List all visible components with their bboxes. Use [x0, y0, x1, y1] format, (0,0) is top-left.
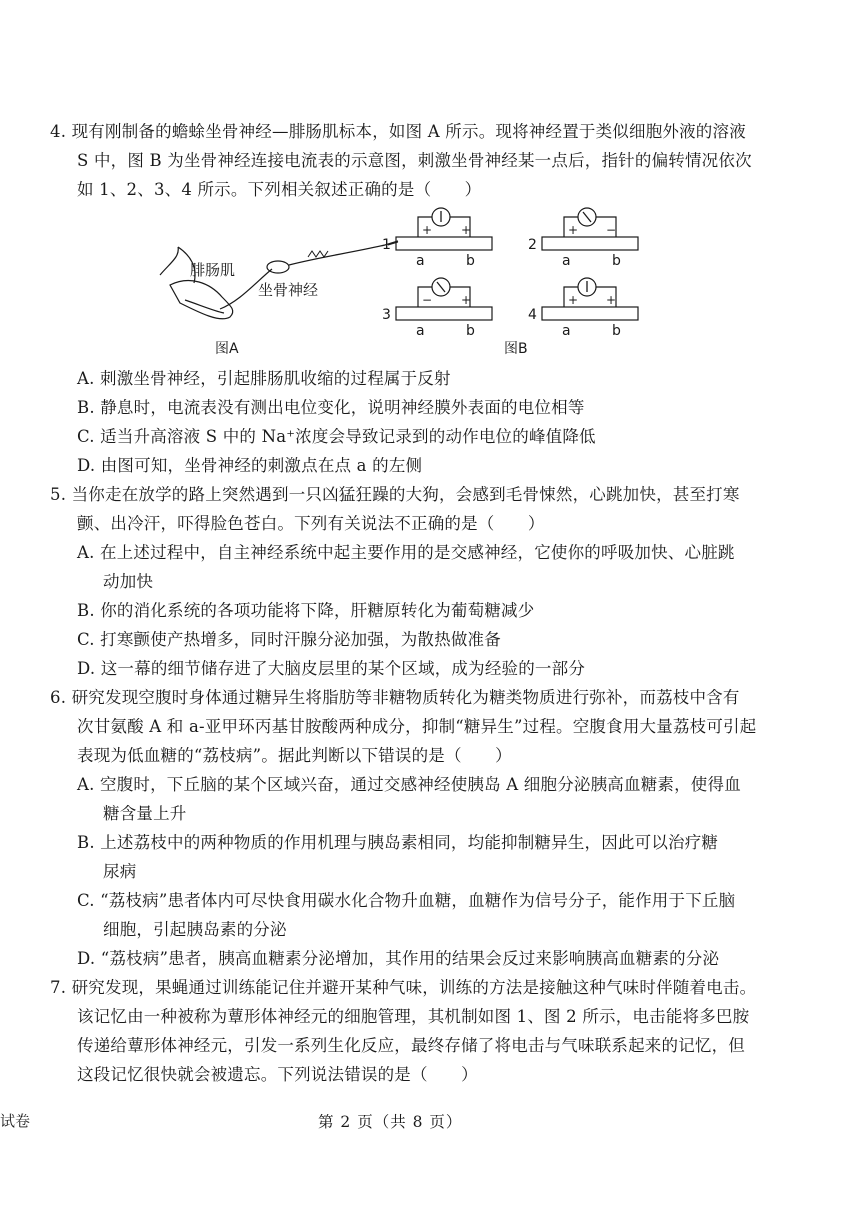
- nerve-label: 坐骨神经: [258, 281, 319, 299]
- svg-text:+: +: [461, 223, 472, 237]
- q7-stem-line-1: 7. 研究发现，果蝇通过训练能记住并避开某种气味，训练的方法是接触这种气味时伴随着电击。: [50, 978, 757, 997]
- svg-text:−: −: [422, 293, 433, 307]
- svg-text:a: a: [416, 323, 425, 339]
- q6-stem-line-1: 6. 研究发现空腹时身体通过糖异生将脂肪等非糖物质转化为糖类物质进行弥补，而荔枝中含有: [50, 688, 740, 707]
- q4-option-d: D. 由图可知，坐骨神经的刺激点在点 a 的左侧: [77, 456, 423, 475]
- svg-text:+: +: [568, 223, 579, 237]
- q4-stem-line-2: S 中，图 B 为坐骨神经连接电流表的示意图，刺激坐骨神经某一点后，指针的偏转情况依次: [77, 151, 752, 170]
- q4-option-c: C. 适当升高溶液 S 中的 Na⁺浓度会导致记录到的动作电位的峰值降低: [77, 427, 596, 446]
- svg-text:+: +: [461, 293, 472, 307]
- muscle-label: 腓肠肌: [190, 261, 236, 279]
- svg-text:2: 2: [528, 237, 537, 253]
- q5-stem-line-1: 5. 当你走在放学的路上突然遇到一只凶猛狂躁的大狗，会感到毛骨悚然，心跳加快，甚至打寒: [50, 485, 740, 504]
- caption-a: 图A: [215, 341, 239, 357]
- footer-paper-label: 试卷: [0, 1112, 31, 1130]
- q6-option-a-line-1: A. 空腹时，下丘脑的某个区域兴奋，通过交感神经使胰岛 A 细胞分泌胰高血糖素，使得血: [77, 775, 741, 794]
- q4-stem-line-3: 如 1、2、3、4 所示。下列相关叙述正确的是（ ）: [77, 180, 482, 199]
- q6-option-b-line-1: B. 上述荔枝中的两种物质的作用机理与胰岛素相同，均能抑制糖异生，因此可以治疗糖: [77, 833, 719, 852]
- figure-b-panel-3: [382, 278, 492, 339]
- q4-option-a: A. 刺激坐骨神经，引起腓肠肌收缩的过程属于反射: [77, 369, 451, 388]
- q6-option-a-line-2: 糖含量上升: [103, 804, 187, 823]
- svg-text:−: −: [606, 223, 617, 237]
- q6-option-b-line-2: 尿病: [103, 862, 137, 881]
- svg-text:+: +: [606, 293, 617, 307]
- page-number: 第 2 页（共 8 页）: [318, 1113, 463, 1131]
- svg-text:b: b: [612, 253, 621, 269]
- figure-b-panel-4: [528, 278, 638, 339]
- svg-text:b: b: [466, 323, 475, 339]
- q4-option-b: B. 静息时，电流表没有测出电位变化，说明神经膜外表面的电位相等: [77, 398, 585, 417]
- q6-stem-line-3: 表现为低血糖的“荔枝病”。据此判断以下错误的是（ ）: [77, 746, 512, 765]
- svg-text:a: a: [562, 253, 571, 269]
- svg-text:3: 3: [382, 307, 391, 323]
- figure-b-panel-2: [528, 208, 638, 269]
- q5-stem-line-2: 颤、出冷汗，吓得脸色苍白。下列有关说法不正确的是（ ）: [77, 514, 545, 533]
- q7-stem-line-3: 传递给蕈形体神经元，引发一系列生化反应，最终存储了将电击与气味联系起来的记忆，但: [77, 1036, 745, 1055]
- q6-option-c-line-1: C. “荔枝病”患者体内可尽快食用碳水化合物升血糖，血糖作为信号分子，能作用于下丘脑: [77, 891, 736, 910]
- q5-option-a-line-2: 动加快: [103, 572, 154, 591]
- q7-stem-line-4: 这段记忆很快就会被遗忘。下列说法错误的是（ ）: [77, 1065, 478, 1084]
- q6-option-d: D. “荔枝病”患者，胰高血糖素分泌增加，其作用的结果会反过来影响胰高血糖素的分泌: [77, 949, 720, 968]
- svg-text:+: +: [422, 223, 433, 237]
- svg-text:b: b: [612, 323, 621, 339]
- q6-option-c-line-2: 细胞，引起胰岛素的分泌: [103, 920, 287, 939]
- q5-option-a-line-1: A. 在上述过程中，自主神经系统中起主要作用的是交感神经，它使你的呼吸加快、心脏跳: [77, 543, 735, 562]
- svg-text:a: a: [416, 253, 425, 269]
- q7-stem-line-2: 该记忆由一种被称为蕈形体神经元的细胞管理，其机制如图 1、图 2 所示，电击能将多巴胺: [77, 1007, 750, 1026]
- svg-text:+: +: [568, 293, 579, 307]
- svg-text:1: 1: [382, 237, 391, 253]
- q5-option-d: D. 这一幕的细节储存进了大脑皮层里的某个区域，成为经验的一部分: [77, 659, 586, 678]
- figure-b-panel-1: [382, 208, 492, 269]
- svg-text:a: a: [562, 323, 571, 339]
- q4-figure: [150, 205, 670, 365]
- svg-text:b: b: [466, 253, 475, 269]
- q4-stem-line-1: 4. 现有刚制备的蟾蜍坐骨神经—腓肠肌标本，如图 A 所示。现将神经置于类似细胞外液的溶液: [50, 122, 746, 141]
- svg-text:4: 4: [528, 307, 537, 323]
- q6-stem-line-2: 次甘氨酸 A 和 a-亚甲环丙基甘胺酸两种成分，抑制“糖异生”过程。空腹食用大量荔枝可引起: [77, 717, 757, 736]
- q5-option-c: C. 打寒颤使产热增多，同时汗腺分泌加强，为散热做准备: [77, 630, 501, 649]
- figure-a: [160, 241, 398, 319]
- caption-b: 图B: [504, 341, 528, 357]
- q5-option-b: B. 你的消化系统的各项功能将下降，肝糖原转化为葡萄糖减少: [77, 601, 535, 620]
